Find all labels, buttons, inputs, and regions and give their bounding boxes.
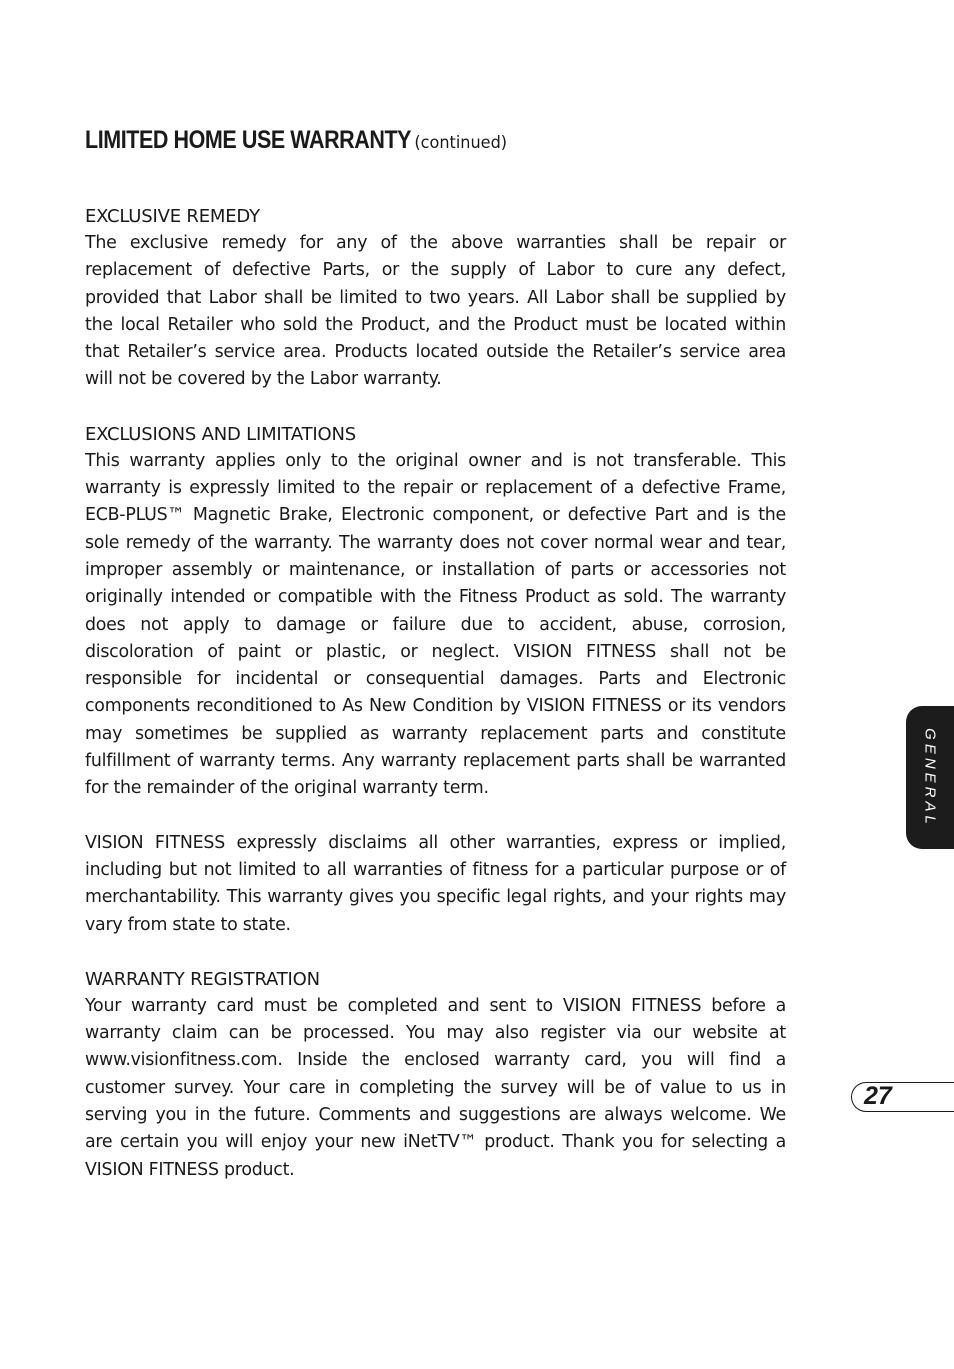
page-number: 27 (864, 1082, 892, 1110)
section-exclusions-limitations (85, 421, 786, 803)
section-paragraph: The exclusive remedy for any of the above warranties shall be repair or replacement of defective Parts, or the supply of Labor to cure any defect, provided that Labor shall be limited to two years. All Labor shall be supplied by the local Retailer who sold the Product, and the Product must be located within that Retailer’s service area. Products located outside the Retailer’s service area will not be covered by the Labor warranty. (85, 233, 786, 390)
page-title (85, 120, 688, 163)
section-paragraph: This warranty applies only to the original owner and is not transferable. This warranty is expressly limited to the repair or replacement of a defective Frame, ECB-PLUS™ Magnetic Brake, Electronic component, or defective Part and is the sole remedy of the warranty. The warranty does not cover normal wear and tear, improper assembly or maintenance, or installation of parts or accessories not originally intended or compatible with the Fitness Product as sold. The warranty does not apply to damage or failure due to accident, abuse, corrosion, discoloration of paint or plastic, or neglect. VISION FITNESS shall not be responsible for incidental or consequential damages. Parts and Electronic components reconditioned to As New Condition by VISION FITNESS or its vendors may sometimes be supplied as warranty replacement parts and constitute fulfillment of warranty terms. Any warranty replacement parts shall be warranted for the remainder of the original warranty term. (85, 450, 786, 799)
section-warranty-registration (85, 966, 786, 1184)
page-number-box (851, 1082, 954, 1112)
section-paragraph: VISION FITNESS expressly disclaims all other warranties, express or implied, including but not limited to all warranties of fitness for a particular purpose or of merchantability. This warranty gives you specific legal rights, and your rights may vary from state to state. (85, 832, 786, 935)
chapter-tab-label: GENERAL (921, 727, 939, 828)
section-exclusive-remedy (85, 203, 786, 394)
section-heading: EXCLUSIVE REMEDY (85, 206, 260, 227)
page-content (85, 120, 786, 1211)
page-title-text: LIMITED HOME USE WARRANTY (85, 126, 412, 154)
section-paragraph: Your warranty card must be completed and sent to VISION FITNESS before a warranty claim can be processed. You may also register via our website at www.visionfitness.com. Inside the enclosed warranty card, you will find a customer survey. Your care in completing the survey will be of value to us in serving you in the future. Comments and suggestions are always welcome. We are certain you will enjoy your new iNetTV™ product. Thank you for selecting a VISION FITNESS product. (85, 995, 786, 1180)
continued-note: (continued) (414, 133, 508, 153)
section-heading: EXCLUSIONS AND LIMITATIONS (85, 423, 356, 445)
section-heading: WARRANTY REGISTRATION (85, 968, 320, 990)
section-disclaimer (85, 830, 786, 939)
chapter-tab (906, 706, 954, 849)
